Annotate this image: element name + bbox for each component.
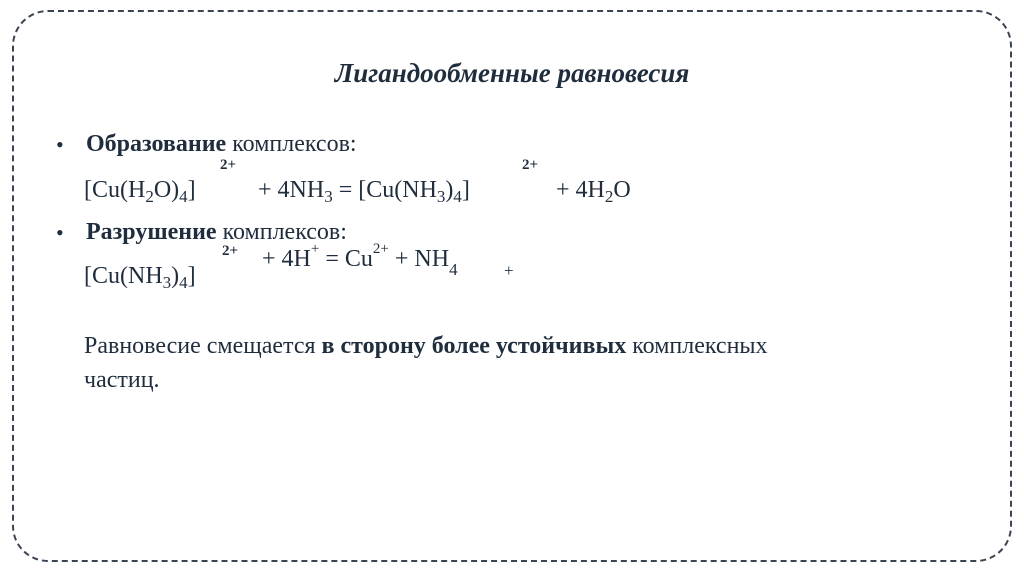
charge-label: 2+ — [222, 243, 239, 259]
eq-text: = [Cu(NH — [332, 177, 437, 203]
destruction-label: Разрушение — [86, 219, 217, 245]
destruction-equation-right — [262, 242, 458, 278]
slide-title: Лигандообменные равновесия — [334, 58, 690, 88]
eq-text: ] — [461, 177, 470, 203]
subscript: 3 — [436, 187, 446, 206]
subscript: 2 — [604, 187, 614, 206]
formation-equation-right — [258, 178, 470, 205]
destruction-heading — [86, 220, 347, 244]
eq-text: + 4NH — [258, 177, 325, 203]
destruction-label-rest: комплексов: — [216, 219, 347, 245]
subscript: 4 — [449, 260, 458, 279]
subscript: 3 — [324, 187, 333, 206]
eq-text: ) — [445, 177, 454, 203]
superscript: 2+ — [372, 241, 389, 257]
eq-text: + 4H — [556, 177, 605, 203]
bullet-icon: • — [56, 132, 64, 157]
formation-equation-end — [556, 178, 631, 205]
conclusion-line-2: частиц. — [84, 367, 160, 393]
formation-equation-left — [84, 178, 196, 205]
charge-label: 2+ — [522, 157, 539, 173]
eq-text: O — [613, 177, 631, 203]
charge-label: + — [504, 261, 514, 280]
conclusion-line-1 — [84, 334, 768, 358]
subscript: 4 — [179, 187, 188, 206]
eq-text: ) — [171, 263, 180, 289]
superscript: + — [310, 241, 320, 257]
formation-label-rest: комплексов: — [226, 131, 357, 157]
eq-text: O) — [153, 177, 180, 203]
formation-label: Образование — [86, 131, 227, 157]
subscript: 4 — [453, 187, 462, 206]
eq-text: = Cu — [319, 246, 373, 272]
eq-text: [Cu(NH — [84, 263, 163, 289]
eq-text: ] — [187, 177, 196, 203]
conclusion-bold: в сторону более устойчивых — [321, 333, 627, 359]
eq-text: + NH — [388, 246, 450, 272]
subscript: 2 — [145, 187, 154, 206]
eq-text: + 4H — [262, 246, 311, 272]
conclusion-text: комплексных — [626, 333, 768, 359]
conclusion-text: Равновесие смещается — [84, 333, 322, 359]
charge-label: 2+ — [220, 157, 237, 173]
eq-text: ] — [187, 263, 196, 289]
destruction-equation-left — [84, 264, 196, 291]
eq-text: [Cu(H — [84, 177, 146, 203]
subscript: 3 — [162, 273, 172, 292]
bullet-icon: • — [56, 220, 64, 245]
subscript: 4 — [179, 273, 188, 292]
formation-heading — [86, 132, 357, 156]
